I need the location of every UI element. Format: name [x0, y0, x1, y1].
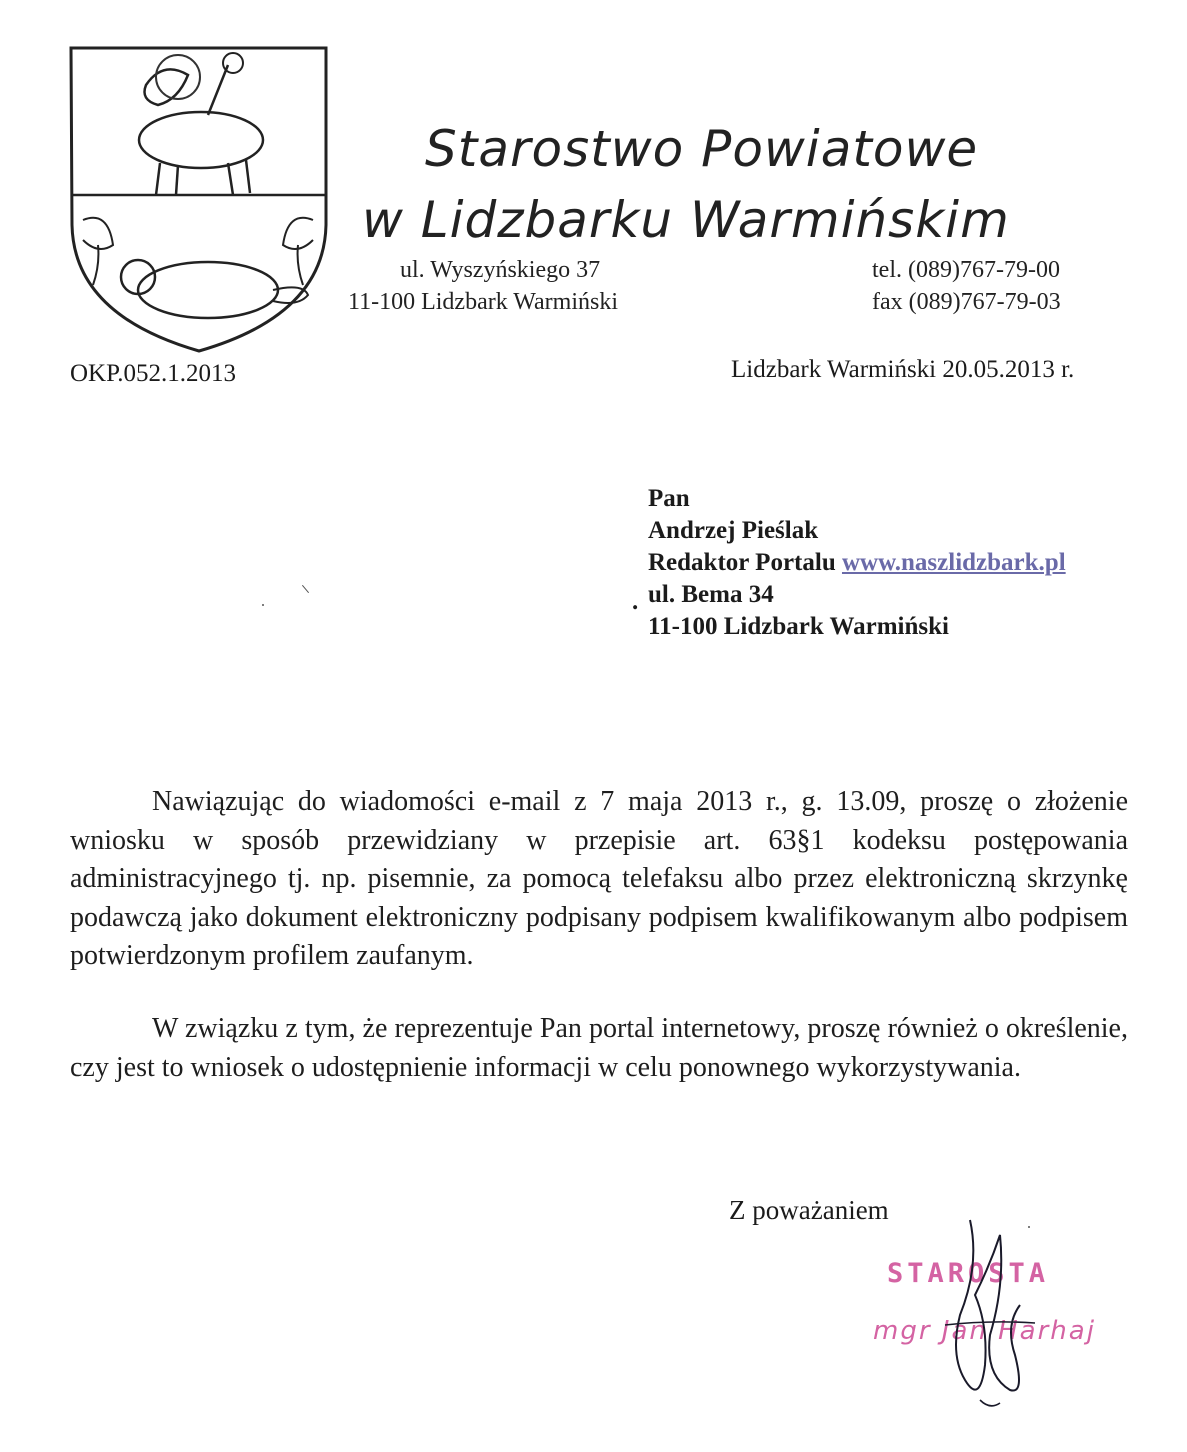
recipient-street: ul. Bema 34 — [648, 581, 774, 608]
recipient-city: 11-100 Lidzbark Warmiński — [648, 613, 949, 640]
stamp-title: STAROSTA — [887, 1258, 1050, 1289]
signature-drawing — [930, 1205, 1050, 1415]
coat-of-arms-icon — [68, 45, 330, 355]
recipient-salutation: Pan — [648, 485, 690, 512]
reference-number: OKP.052.1.2013 — [70, 360, 236, 387]
office-city: 11-100 Lidzbark Warmiński — [348, 289, 619, 315]
recipient-block — [648, 483, 1066, 643]
coat-of-arms-drawing — [68, 45, 330, 355]
portal-link[interactable]: www.naszlidzbark.pl — [841, 549, 1066, 576]
office-name-line2: w Lidzbarku Warmińskim — [362, 191, 1010, 249]
office-street: ul. Wyszyńskiego 37 — [400, 257, 601, 283]
place-and-date: Lidzbark Warmiński 20.05.2013 r. — [731, 356, 1075, 383]
recipient-name: Andrzej Pieślak — [648, 517, 819, 544]
recipient-role: Redaktor Portalu — [648, 549, 836, 576]
office-phone: tel. (089)767-79-00 — [872, 257, 1060, 283]
closing-regards: Z poważaniem — [729, 1195, 889, 1225]
body-paragraph-2 — [70, 1010, 1128, 1087]
office-name-line1: Starostwo Powiatowe — [425, 120, 979, 178]
paper-speck — [1028, 1226, 1030, 1228]
office-fax: fax (089)767-79-03 — [872, 289, 1061, 315]
recipient-role-line — [648, 547, 1066, 579]
handwritten-signature-icon — [930, 1205, 1050, 1415]
paper-mark — [302, 585, 309, 593]
paper-speck — [262, 604, 264, 606]
paragraph-2-text: W związku z tym, że reprezentuje Pan portal internetowy, proszę również o określenie, czy jest to wniosek o udostępnienie informacji w celu ponownego wykorzystywania. — [70, 1013, 1128, 1083]
body-paragraph-1 — [70, 783, 1128, 976]
stamp-name: mgr Jan Harhaj — [873, 1316, 1096, 1346]
ink-speck: . — [632, 588, 639, 615]
paragraph-1-text: Nawiązując do wiadomości e-mail z 7 maja 2013 r., g. 13.09, proszę o złożenie wniosku w sposób przewidziany w przepisie art. 63§1 kodeksu postępowania administracyjnego tj. np. pisemnie, za pomocą telefaksu albo przez elektroniczną skrzynkę podawczą jako dokument elektroniczny podpisany podpisem kwalifikowanym albo podpisem potwierdzonym profilem zaufanym. — [70, 786, 1128, 972]
